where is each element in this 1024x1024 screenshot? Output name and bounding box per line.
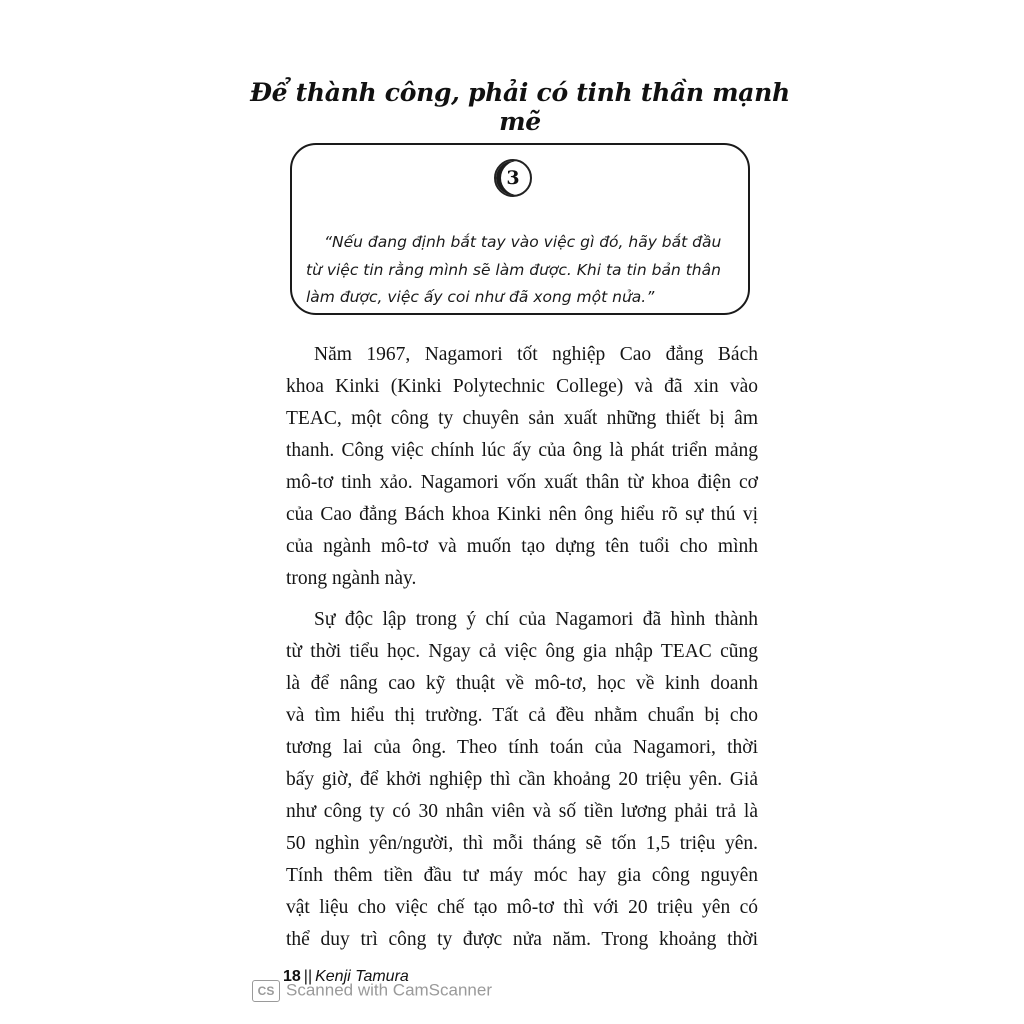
quote-line: “Nếu đang định bắt tay vào việc gì đó, hãy bắt đầu xyxy=(324,233,722,251)
paragraph-line: Tính thêm tiền đầu tư máy móc hay gia công nguyên xyxy=(286,865,758,886)
paragraph-line: và tìm hiểu thị trường. Tất cả đều nhằm chuẩn bị cho xyxy=(286,705,758,726)
author-name: Kenji Tamura xyxy=(315,968,409,985)
paragraph-line: của ngành mô-tơ và muốn tạo dựng tên tuổi cho mình xyxy=(286,536,758,557)
paragraph-line: tương lai của ông. Theo tính toán của Nagamori, thời xyxy=(286,737,758,758)
quote-number-badge: 3 xyxy=(494,159,532,197)
paragraph-line: trong ngành này. xyxy=(286,568,417,589)
paragraph-line: là để nâng cao kỹ thuật về mô-tơ, học về kinh doanh xyxy=(286,673,758,694)
paragraph-line: mô-tơ tinh xảo. Nagamori vốn xuất thân từ khoa điện cơ xyxy=(286,472,758,493)
paragraph-line: thể duy trì công ty được nửa năm. Trong khoảng thời xyxy=(286,929,758,950)
chapter-title: Để thành công, phải có tinh thần mạnh mẽ xyxy=(250,78,790,136)
paragraph-line: TEAC, một công ty chuyên sản xuất những thiết bị âm xyxy=(286,408,758,429)
paragraph-line: khoa Kinki (Kinki Polytechnic College) và đã xin vào xyxy=(286,376,758,397)
paragraph-line: như công ty có 30 nhân viên và số tiền lương phải trả là xyxy=(286,801,758,822)
paragraph-line: thanh. Công việc chính lúc ấy của ông là phát triển mảng xyxy=(286,440,758,461)
paragraph-line: 50 nghìn yên/người, thì mỗi tháng sẽ tốn 1,5 triệu yên. xyxy=(286,833,758,854)
scanner-watermark xyxy=(252,980,492,1004)
paragraph-line: bấy giờ, để khởi nghiệp thì cần khoảng 20 triệu yên. Giả xyxy=(286,769,758,790)
paragraph-line: vật liệu cho việc chế tạo mô-tơ thì với 20 triệu yên có xyxy=(286,897,758,918)
quote-line: từ việc tin rằng mình sẽ làm được. Khi ta tin bản thân xyxy=(306,261,721,279)
footer-separator: || xyxy=(303,968,313,985)
quote-line: làm được, việc ấy coi như đã xong một nửa.” xyxy=(306,288,655,306)
camscanner-logo-icon: CS xyxy=(252,980,280,1002)
paragraph-line: của Cao đẳng Bách khoa Kinki nên ông hiểu rõ sự thú vị xyxy=(286,504,758,525)
paragraph-line: từ thời tiểu học. Ngay cả việc ông gia nhập TEAC cũng xyxy=(286,641,758,662)
watermark-text: Scanned with CamScanner xyxy=(286,980,493,1000)
page-number: 18 xyxy=(283,968,301,985)
paragraph-line: Sự độc lập trong ý chí của Nagamori đã hình thành xyxy=(314,609,758,630)
paragraph-line: Năm 1967, Nagamori tốt nghiệp Cao đẳng Bách xyxy=(314,344,758,365)
